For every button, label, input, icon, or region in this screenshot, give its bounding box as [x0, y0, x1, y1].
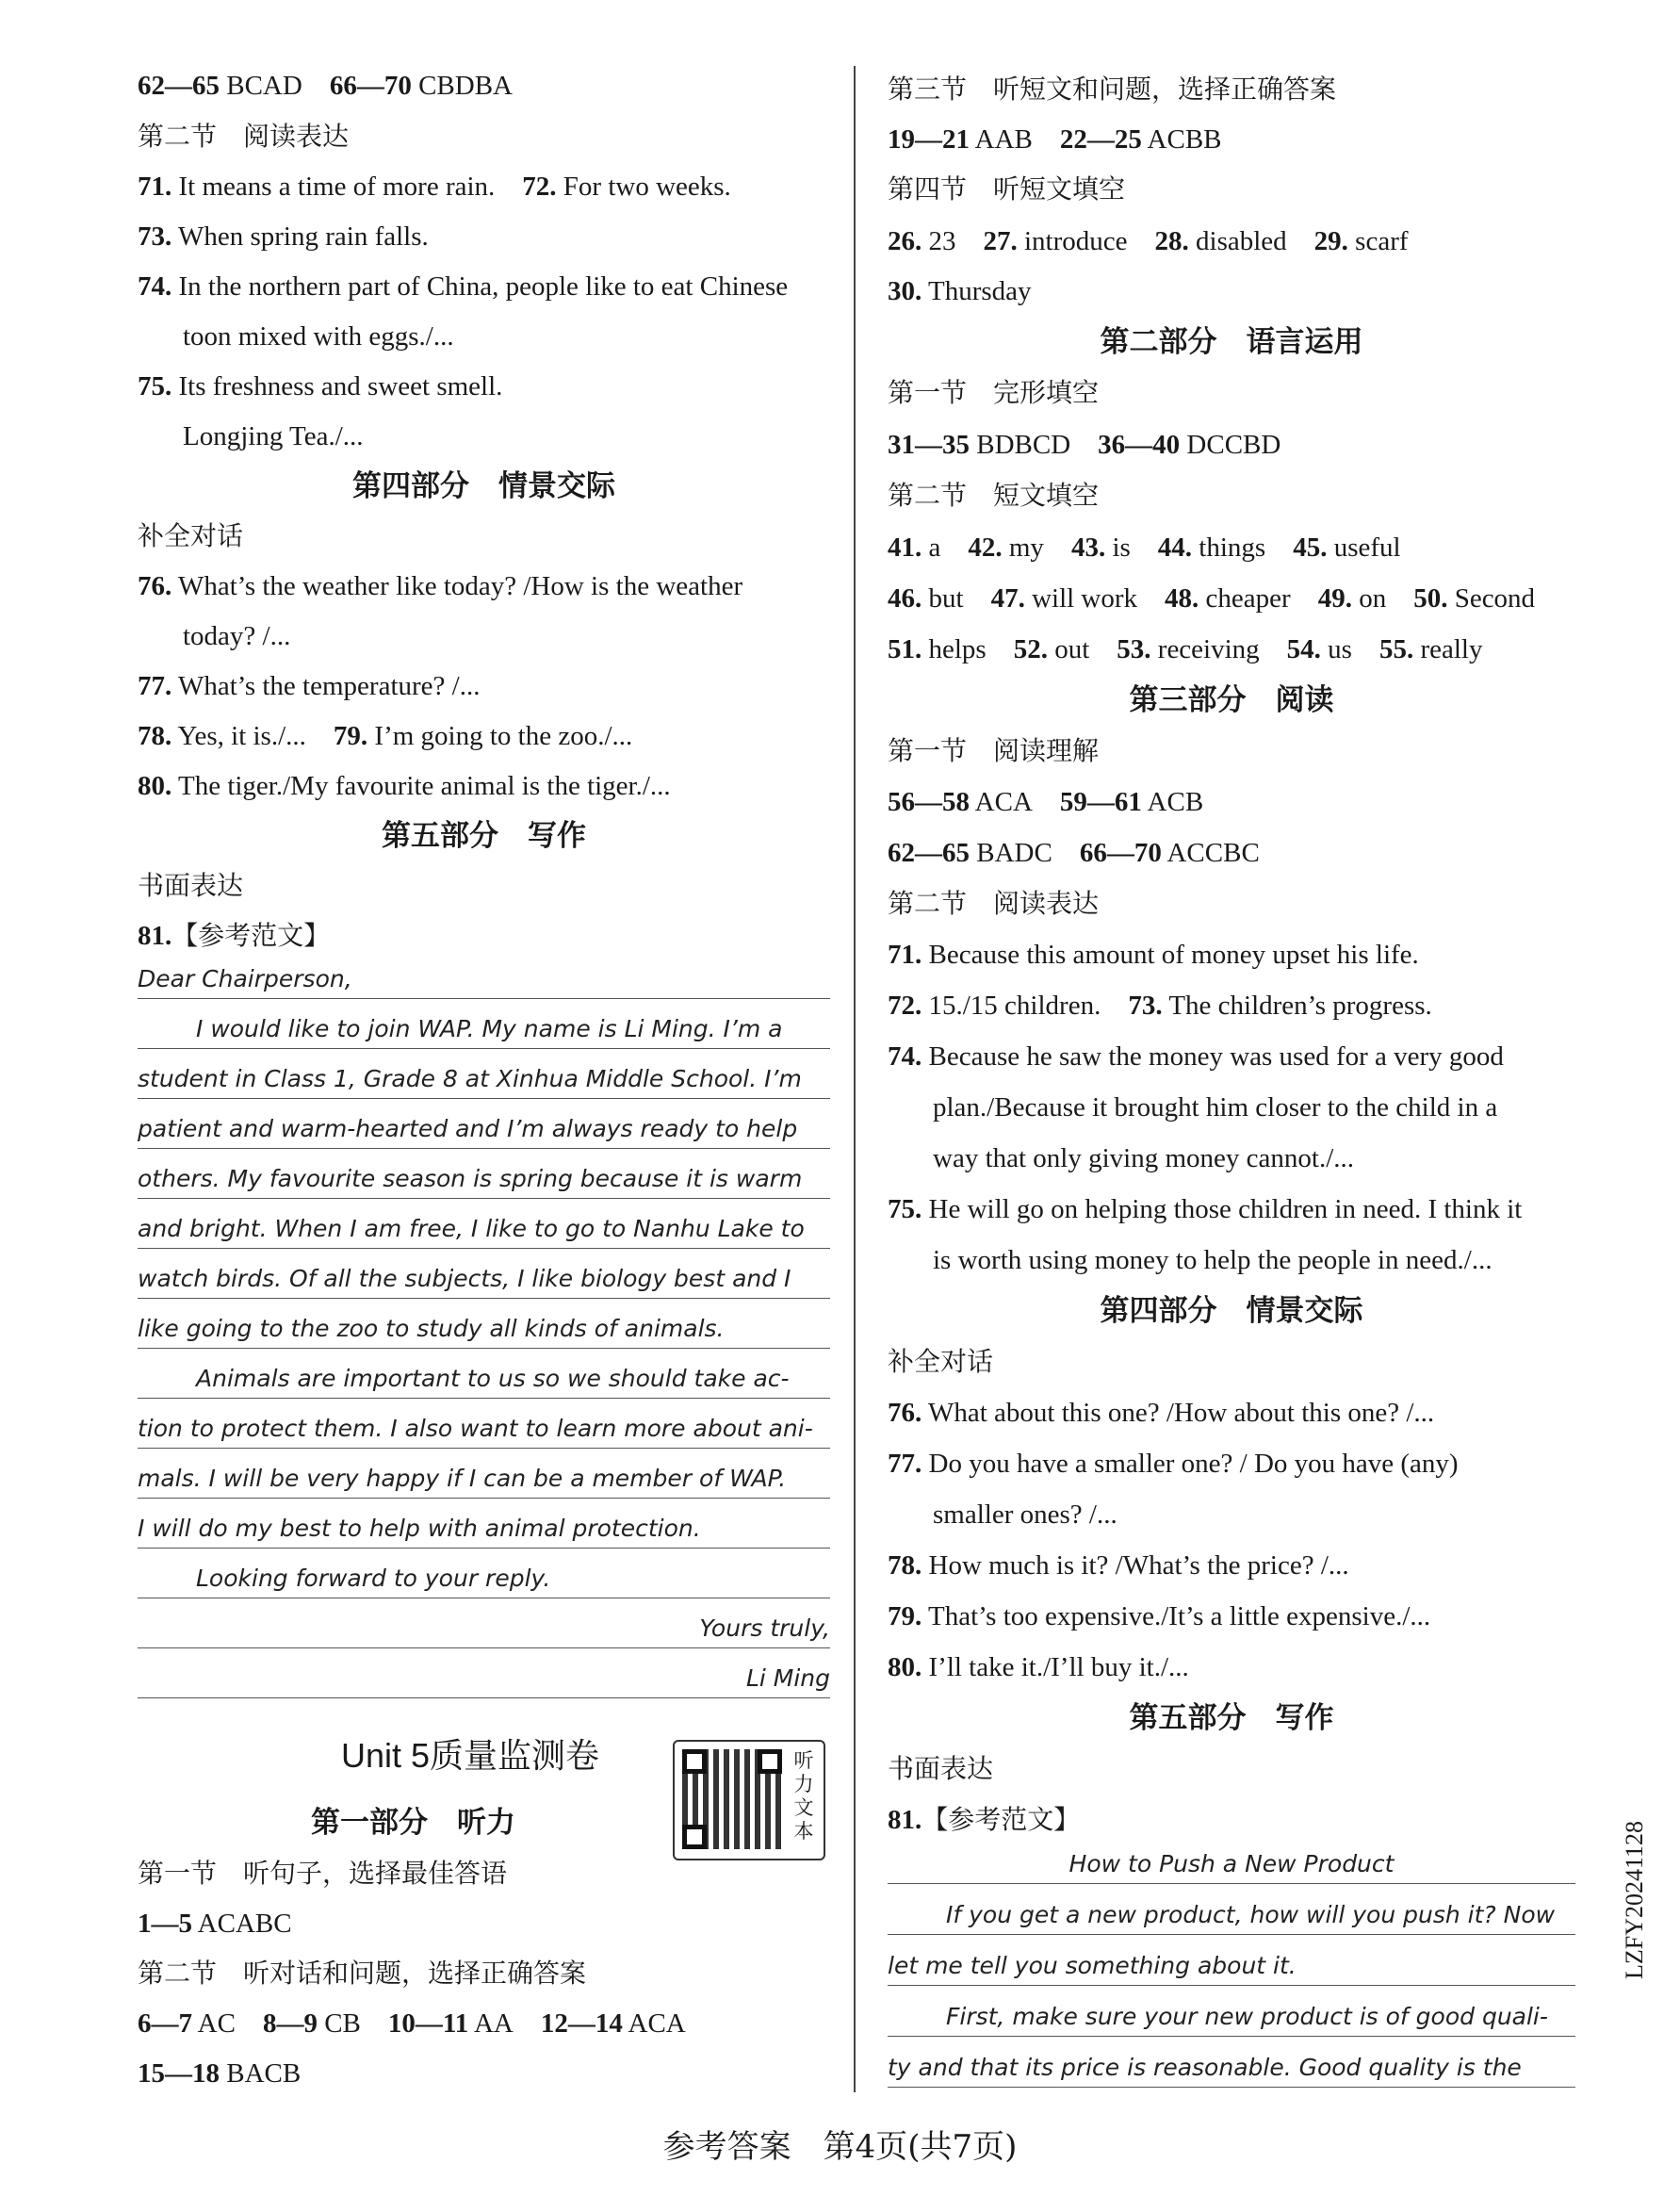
part-heading: 第五部分 写作: [382, 819, 586, 853]
essay-line: mals. I will be very happy if I can be a member of WAP.: [138, 1464, 830, 1499]
answer-line: 26. 23 27. introduce 28. disabled 29. scarf: [888, 226, 1409, 256]
part-heading: 第二部分 语言运用: [1100, 325, 1363, 359]
essay-line: Animals are important to us so we should take ac-: [138, 1364, 830, 1399]
essay-line: How to Push a New Product: [888, 1849, 1575, 1884]
answer-line-cont: today? /...: [183, 621, 291, 651]
section-heading: 书面表达: [138, 870, 244, 901]
essay-line: Dear Chairperson,: [138, 964, 830, 999]
answer-line: 76. What’s the weather like today? /How is the weather: [138, 571, 743, 601]
section-heading: 第四节 听短文填空: [888, 173, 1126, 205]
section-heading: 第二节 阅读表达: [138, 121, 350, 152]
answer-line: 31—35 BDBCD 36—40 DCCBD: [888, 430, 1281, 460]
answer-line: 79. That’s too expensive./It’s a little expensive./...: [888, 1601, 1431, 1631]
answer-line: 80. I’ll take it./I’ll buy it./...: [888, 1652, 1189, 1682]
essay-line: ty and that its price is reasonable. Good quality is the: [888, 2053, 1575, 2088]
essay-line: If you get a new product, how will you push it? Now: [888, 1900, 1575, 1935]
essay-line: student in Class 1, Grade 8 at Xinhua Middle School. I’m: [138, 1064, 830, 1099]
answer-line: 71. It means a time of more rain. 72. For two weeks.: [138, 172, 731, 202]
essay-line: I will do my best to help with animal protection.: [138, 1514, 830, 1549]
part-heading: 第三部分 阅读: [1129, 683, 1334, 717]
section-heading: 补全对话: [888, 1346, 994, 1377]
part-heading: 第四部分 情景交际: [1100, 1294, 1363, 1328]
answer-line: 71. Because this amount of money upset his life.: [888, 940, 1419, 970]
essay-line: watch birds. Of all the subjects, I like biology best and I: [138, 1264, 830, 1299]
answer-line: 6—7 AC 8—9 CB 10—11 AA 12—14 ACA: [138, 2008, 686, 2039]
essay-line: like going to the zoo to study all kinds of animals.: [138, 1314, 830, 1349]
answer-line: 56—58 ACA 59—61 ACB: [888, 787, 1204, 817]
side-code: LZFY20241128: [1621, 1820, 1648, 1979]
section-heading: 第二节 短文填空: [888, 480, 1100, 511]
essay-line: tion to protect them. I also want to learn more about ani-: [138, 1414, 830, 1449]
section-heading: 书面表达: [888, 1753, 994, 1784]
qr-finder: [682, 1749, 707, 1774]
essay-line: and bright. When I am free, I like to go to Nanhu Lake to: [138, 1214, 830, 1249]
answer-line: 15—18 BACB: [138, 2058, 302, 2089]
answer-line: 74. Because he saw the money was used for a very good: [888, 1041, 1504, 1072]
column-divider: [854, 66, 856, 2092]
answer-line: 46. but 47. will work 48. cheaper 49. on 50. Second: [888, 583, 1536, 614]
answer-line: 81.【参考范文】: [138, 920, 331, 951]
answer-line-cont: plan./Because it brought him closer to the child in a: [933, 1092, 1498, 1123]
essay-line: First, make sure your new product is of good quali-: [888, 2002, 1575, 2037]
answer-line: 76. What about this one? /How about this one? /...: [888, 1398, 1435, 1428]
answer-line: 80. The tiger./My favourite animal is the tiger./...: [138, 771, 671, 801]
answer-line-cont: is worth using money to help the people in need./...: [933, 1245, 1492, 1275]
answer-line: 81.【参考范文】: [888, 1804, 1081, 1835]
answer-line: 62—65 BADC 66—70 ACCBC: [888, 838, 1260, 868]
answer-line: 73. When spring rain falls.: [138, 221, 429, 252]
answer-line: 62—65 BCAD 66—70 CBDBA: [138, 71, 513, 101]
answer-line: 75. He will go on helping those children in need. I think it: [888, 1194, 1523, 1224]
answer-line: 30. Thursday: [888, 276, 1032, 306]
essay-line: patient and warm-hearted and I’m always ready to help: [138, 1114, 830, 1149]
answer-line: 72. 15./15 children. 73. The children’s progress.: [888, 991, 1432, 1021]
page-footer: 参考答案 第4页(共7页): [662, 2128, 1018, 2166]
answer-line: 78. Yes, it is./... 79. I’m going to the zoo./...: [138, 721, 633, 751]
essay-line: I would like to join WAP. My name is Li Ming. I’m a: [138, 1014, 830, 1049]
answer-line: 75. Its freshness and sweet smell.: [138, 371, 503, 402]
answer-line: 77. What’s the temperature? /...: [138, 671, 481, 701]
answer-line: 78. How much is it? /What’s the price? /...: [888, 1550, 1349, 1581]
answer-line-cont: Longjing Tea./...: [183, 421, 364, 451]
answer-line: 1—5 ACABC: [138, 1909, 292, 1939]
answer-line-cont: smaller ones? /...: [933, 1500, 1117, 1530]
section-heading: 第一节 听句子，选择最佳答语: [138, 1858, 508, 1889]
qr-code-box[interactable]: [673, 1740, 825, 1860]
answer-line: 41. a 42. my 43. is 44. things 45. useful: [888, 533, 1401, 563]
answer-line: 74. In the northern part of China, people like to eat Chinese: [138, 271, 789, 302]
qr-finder: [758, 1749, 782, 1774]
answer-line-cont: toon mixed with eggs./...: [183, 321, 454, 352]
qr-label: 听力文本: [793, 1749, 814, 1843]
essay-line: others. My favourite season is spring because it is warm: [138, 1164, 830, 1199]
part-heading: 第五部分 写作: [1129, 1701, 1334, 1735]
section-heading: 第二节 阅读表达: [888, 888, 1100, 919]
essay-line: Yours truly,: [138, 1614, 830, 1648]
section-heading: 第二节 听对话和问题，选择正确答案: [138, 1958, 587, 1989]
answer-line: 77. Do you have a smaller one? / Do you have (any): [888, 1449, 1459, 1479]
section-heading: 第一节 完形填空: [888, 377, 1100, 408]
part-heading: 第一部分 听力: [311, 1806, 515, 1840]
section-heading: 补全对话: [138, 520, 244, 551]
part-heading: 第四部分 情景交际: [352, 469, 615, 503]
answer-line-cont: way that only giving money cannot./...: [933, 1143, 1355, 1173]
answer-line: 19—21 AAB 22—25 ACBB: [888, 124, 1222, 155]
unit-title: Unit 5质量监测卷: [341, 1736, 600, 1775]
section-heading: 第三节 听短文和问题，选择正确答案: [888, 74, 1337, 105]
section-heading: 第一节 阅读理解: [888, 735, 1100, 766]
essay-line: Looking forward to your reply.: [138, 1564, 830, 1598]
answer-line: 51. helps 52. out 53. receiving 54. us 55. really: [888, 634, 1483, 664]
essay-line: let me tell you something about it.: [888, 1951, 1575, 1986]
essay-line: Li Ming: [138, 1663, 830, 1698]
